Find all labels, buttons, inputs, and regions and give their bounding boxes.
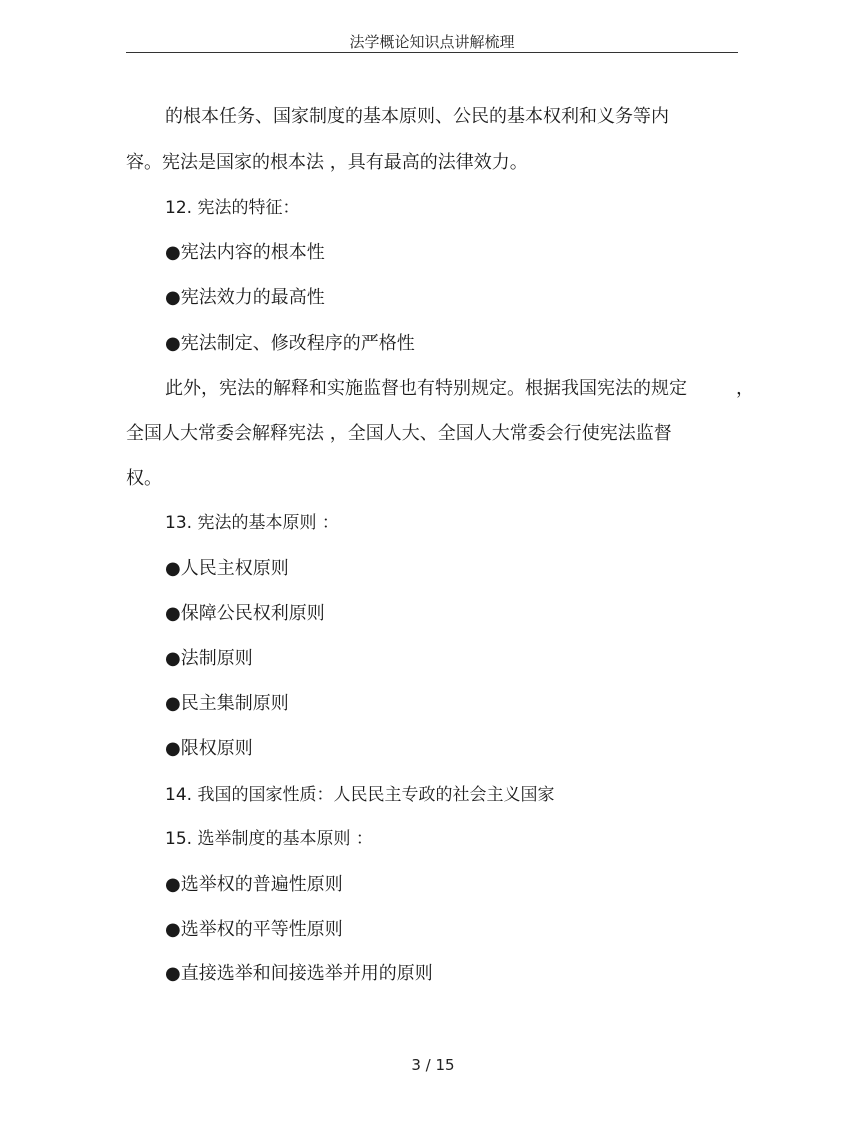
section-heading-14: 14. 我国的国家性质：人民民主专政的社会主义国家 xyxy=(165,785,555,805)
paragraph-line-3: 此外，宪法的解释和实施监督也有特别规定。根据我国宪法的规定 xyxy=(165,378,687,399)
header-divider xyxy=(126,52,738,53)
page-number: 3 / 15 xyxy=(411,1056,455,1074)
section-heading-12: 12. 宪法的特征： xyxy=(165,198,300,218)
page-header-title: 法学概论知识点讲解梳理 xyxy=(349,33,515,51)
list-item: ●选举权的平等性原则 xyxy=(165,919,343,940)
list-item: ●限权原则 xyxy=(165,738,253,759)
section-heading-15: 15. 选举制度的基本原则 ： xyxy=(165,829,373,849)
list-item: ●保障公民权利原则 xyxy=(165,603,325,624)
list-item: ●法制原则 xyxy=(165,648,253,669)
paragraph-line-1: 的根本任务、国家制度的基本原则、公民的基本权利和义务等内 xyxy=(165,106,669,127)
list-item: ●宪法制定、修改程序的严格性 xyxy=(165,333,415,354)
list-item: ●人民主权原则 xyxy=(165,558,289,579)
paragraph-line-2: 容。宪法是国家的根本法 ，具有最高的法律效力。 xyxy=(126,152,528,173)
list-item: ●直接选举和间接选举并用的原则 xyxy=(165,963,433,984)
section-heading-13: 13. 宪法的基本原则 ： xyxy=(165,513,339,533)
list-item: ●选举权的普遍性原则 xyxy=(165,874,343,895)
list-item: ●宪法效力的最高性 xyxy=(165,287,325,308)
list-item: ●民主集制原则 xyxy=(165,693,289,714)
list-item: ●宪法内容的根本性 xyxy=(165,242,325,263)
paragraph-line-4: 全国人大常委会解释宪法 ，全国人大、全国人大常委会行使宪法监督 xyxy=(126,423,672,444)
paragraph-line-5: 权。 xyxy=(126,468,162,489)
paragraph-trailing-comma: ， xyxy=(736,378,754,399)
